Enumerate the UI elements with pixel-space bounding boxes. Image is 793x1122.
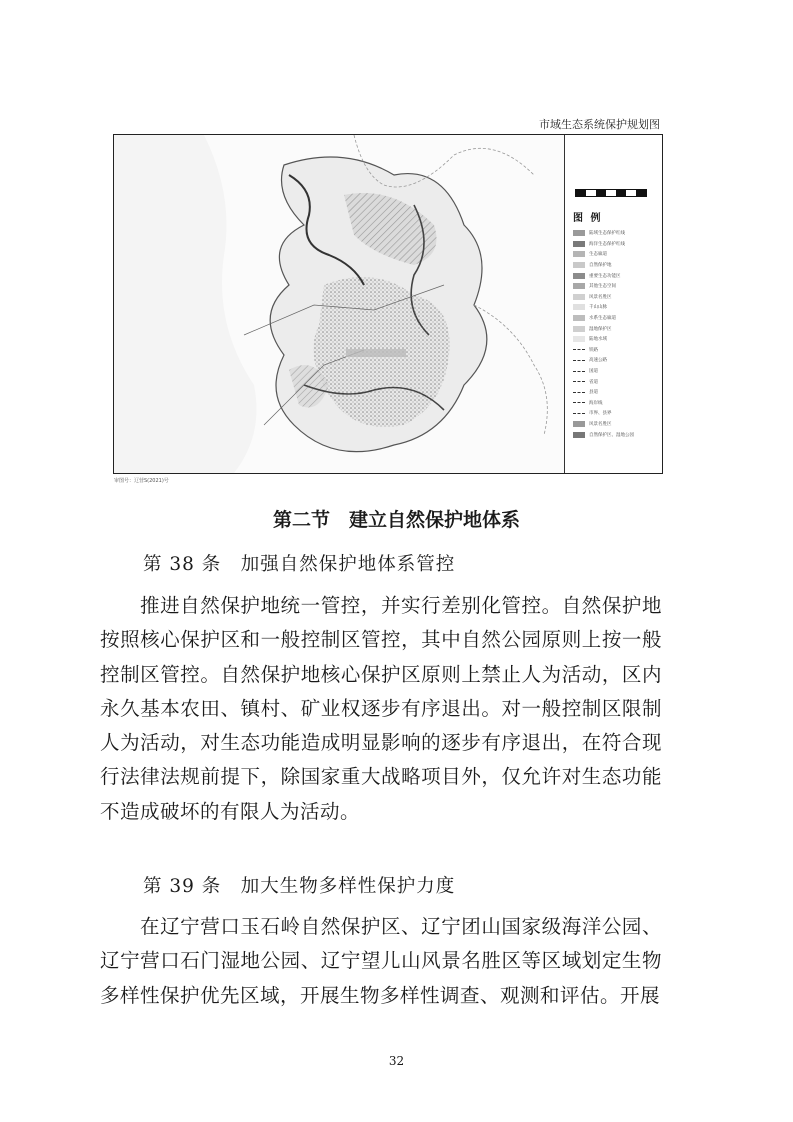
legend-swatch — [573, 294, 585, 300]
article-39-title: 第 39 条 加大生物多样性保护力度 — [143, 876, 456, 897]
legend-label: 市界、县界 — [589, 411, 612, 417]
map-legend — [564, 135, 662, 473]
legend-label: 陆地水域 — [589, 337, 607, 343]
legend-label: 千山山脉 — [589, 305, 607, 311]
legend-label: 陆域生态保护红线 — [589, 231, 625, 237]
legend-swatch — [573, 371, 585, 372]
sea-area — [114, 135, 257, 473]
legend-list — [573, 228, 662, 440]
legend-item — [573, 419, 662, 430]
legend-swatch — [573, 262, 585, 268]
map-label-box — [346, 349, 406, 357]
legend-swatch — [573, 381, 585, 382]
legend-item — [573, 228, 662, 239]
legend-label: 自然保护区、湿地公园 — [589, 432, 634, 438]
legend-swatch — [573, 336, 585, 342]
legend-item — [573, 281, 662, 292]
legend-label: 风景名胜区 — [589, 294, 612, 300]
map-note: 审图号：辽营S(2021)号 — [114, 478, 169, 484]
legend-item — [573, 313, 662, 324]
legend-item — [573, 376, 662, 387]
legend-item — [573, 408, 662, 419]
legend-label: 生态廊道 — [589, 252, 607, 258]
legend-swatch — [573, 402, 585, 403]
legend-label: 海岸线 — [589, 400, 603, 406]
legend-swatch — [573, 413, 585, 414]
section-title: 第二节 建立自然保护地体系 — [272, 509, 520, 531]
legend-label: 风景名胜区 — [589, 421, 612, 427]
legend-swatch — [573, 304, 585, 310]
legend-swatch — [573, 251, 585, 257]
legend-swatch — [573, 283, 585, 289]
legend-swatch — [573, 326, 585, 332]
legend-swatch — [573, 432, 585, 438]
legend-label: 水系生态廊道 — [589, 316, 616, 322]
legend-swatch — [573, 360, 585, 361]
legend-label: 省道 — [589, 379, 598, 385]
legend-label: 县道 — [589, 390, 598, 396]
legend-item — [573, 355, 662, 366]
legend-item — [573, 323, 662, 334]
legend-label: 自然保护地 — [589, 263, 612, 269]
legend-item — [573, 249, 662, 260]
article-39-text: 在辽宁营口玉石岭自然保护区、辽宁团山国家级海洋公园、辽宁营口石门湿地公园、辽宁望儿山风景名胜区等区域划定生物多样性保护优先区域，开展生物多样性调查、观测和评估。开展 — [100, 915, 662, 1007]
legend-item — [573, 239, 662, 250]
legend-label: 高速公路 — [589, 358, 607, 364]
legend-item — [573, 345, 662, 356]
map-graphic — [114, 135, 564, 473]
legend-label: 重要生态功能区 — [589, 273, 621, 279]
map-title: 市域生态系统保护规划图 — [539, 118, 660, 131]
legend-item — [573, 366, 662, 377]
article-38-title: 第 38 条 加强自然保护地体系管控 — [143, 554, 456, 575]
legend-item — [573, 387, 662, 398]
page-number: 32 — [388, 1054, 405, 1068]
legend-swatch — [573, 273, 585, 279]
article-38-text: 推进自然保护地统一管控，并实行差别化管控。自然保护地按照核心保护区和一般控制区管控，其中自然公园原则上按一般控制区管控。自然保护地核心保护区原则上禁止人为活动，区内永久基本农田、镇村、矿业权逐步有序退出。对一般控制区限制人为活动，对生态功能造成明显影响的逐步有序退出，在符合现行法律法规前提下，除国家重大战略项目外，仅允许对生态功能不造成破坏的有限人为活动。 — [100, 594, 662, 823]
legend-swatch — [573, 241, 585, 247]
legend-item — [573, 270, 662, 281]
legend-swatch — [573, 349, 585, 350]
legend-item — [573, 292, 662, 303]
legend-swatch — [573, 392, 585, 393]
legend-item — [573, 302, 662, 313]
legend-label: 湿地保护区 — [589, 326, 612, 332]
legend-item — [573, 260, 662, 271]
legend-label: 其他生态空间 — [589, 284, 616, 290]
legend-item — [573, 398, 662, 409]
legend-label: 铁路 — [589, 347, 598, 353]
legend-swatch — [573, 230, 585, 236]
legend-item — [573, 429, 662, 440]
legend-title: 图 例 — [573, 213, 603, 224]
legend-label: 海洋生态保护红线 — [589, 241, 625, 247]
scale-bar — [575, 189, 647, 197]
legend-swatch — [573, 315, 585, 321]
ecosystem-protection-map — [113, 134, 663, 474]
legend-item — [573, 334, 662, 345]
legend-swatch — [573, 421, 585, 427]
legend-label: 国道 — [589, 369, 598, 375]
